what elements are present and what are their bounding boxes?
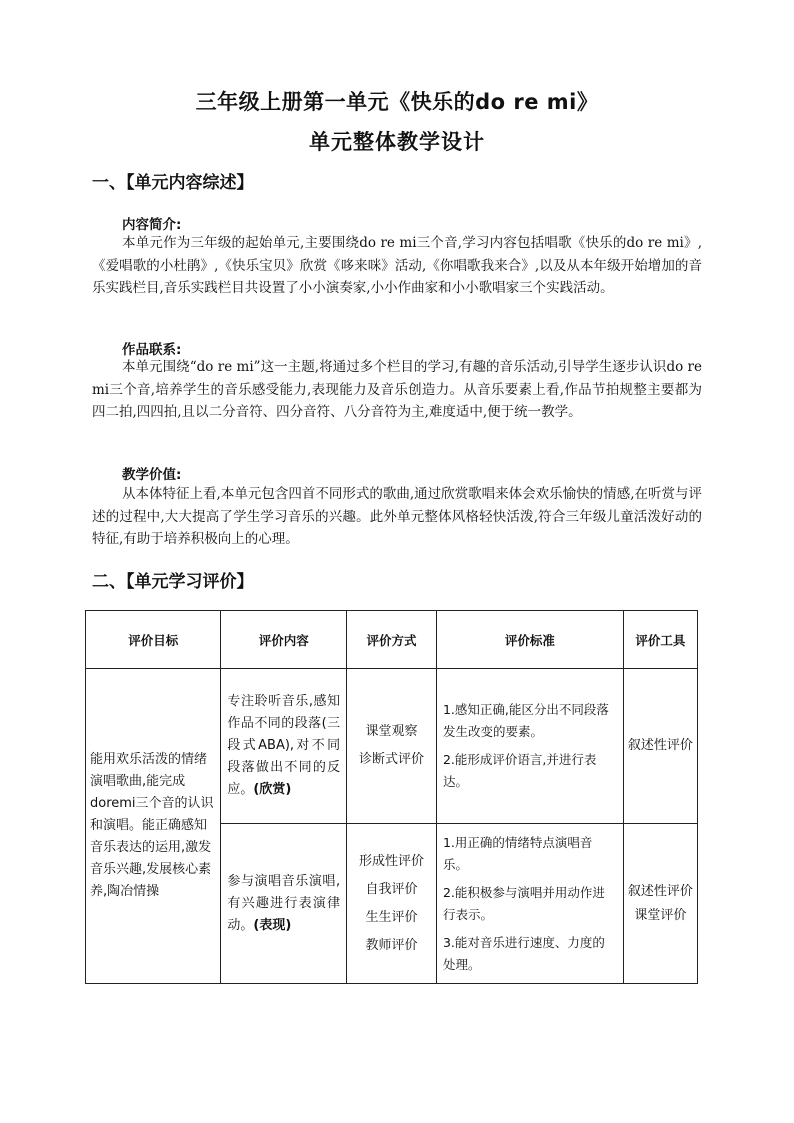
value-heading: 教学价值: [122, 467, 182, 483]
method-item: 形成性评价 [359, 853, 425, 869]
method-item: 自我评价 [365, 881, 418, 897]
header-tool: 评价工具 [623, 611, 697, 669]
standard-item: 2.能形成评价语言,并进行表达。 [442, 752, 597, 789]
intro-heading: 内容简介: [122, 217, 182, 233]
standard-item: 1.用正确的情绪特点演唱音乐。 [442, 834, 593, 872]
content-text: 专注聆听音乐,感知作品不同的段落(三段式ABA),对不同段落做出不同的反应。 [227, 694, 341, 797]
tool-item: 课堂评价 [634, 907, 687, 923]
link-paragraph: 本单元围绕“do re mi”这一主题,将通过多个栏目的学习,有趣的音乐活动,引导学生逐步认识do re mi三个音,培养学生的音乐感受能力,表现能力及音乐创造力。从音乐要素上看,作品节拍规整主要都为四二拍,四四拍,且以二分音符、四分音符、八分音符为主,难度适中,便于统一教学。 [92, 359, 702, 420]
table-row [86, 669, 698, 824]
standard-item: 2.能积极参与演唱并用动作进行表示。 [442, 884, 605, 922]
goal-text: 能用欢乐活泼的情绪演唱歌曲,能完成doremi三个音的认识和演唱。能正确感知音乐表达的运用,激发音乐兴趣,发展核心素养,陶冶情操 [90, 752, 214, 899]
value-paragraph: 从本体特征上看,本单元包含四首不同形式的歌曲,通过欣赏歌唱来体会欢乐愉快的情感,在听赏与评述的过程中,大大提高了学生学习音乐的兴趣。此外单元整体风格轻快活泼,符合三年级儿童活泼好动的特征,有助于培养积极向上的心理。 [92, 486, 702, 547]
document-title: 三年级上册第一单元《快乐的do re mi》 [195, 90, 599, 114]
tool-item: 叙述性评价 [627, 883, 693, 899]
document-subtitle: 单元整体教学设计 [309, 130, 485, 154]
standard-cell [436, 824, 623, 984]
goal-cell [86, 669, 221, 984]
standard-item: 1.感知正确,能区分出不同段落发生改变的要素。 [442, 702, 609, 739]
method-cell [347, 669, 437, 824]
content-tag: (欣赏) [253, 782, 292, 797]
method-item: 诊断式评价 [359, 752, 425, 767]
content-tag: (表现) [253, 917, 292, 933]
method-item: 课堂观察 [365, 724, 418, 739]
intro-paragraph: 本单元作为三年级的起始单元,主要围绕do re mi三个音,学习内容包括唱歌《快乐的do re mi》,《爱唱歌的小杜鹃》,《快乐宝贝》欣赏《哆来咪》活动,《你唱歌我来合》,以及从本年级开始增加的音乐实践栏目,音乐实践栏目共设置了小小演奏家,小小作曲家和小小歌唱家三个实践活动。 [92, 235, 702, 296]
method-item: 教师评价 [365, 937, 418, 953]
tool-cell [623, 824, 697, 984]
method-cell [347, 824, 437, 984]
standard-cell [436, 669, 623, 824]
table-header-row [86, 611, 698, 669]
header-standard: 评价标准 [436, 611, 623, 669]
evaluation-table [85, 610, 698, 984]
content-cell [221, 669, 347, 824]
header-content: 评价内容 [221, 611, 347, 669]
content-text: 参与演唱音乐演唱,有兴趣进行表演律动。 [227, 873, 341, 933]
tool-cell [623, 669, 697, 824]
standard-item: 3.能对音乐进行速度、力度的处理。 [442, 934, 605, 972]
header-method: 评价方式 [347, 611, 437, 669]
section-heading-evaluation: 二、【单元学习评价】 [92, 572, 254, 592]
method-item: 生生评价 [365, 909, 418, 925]
header-goal: 评价目标 [86, 611, 221, 669]
link-heading: 作品联系: [122, 342, 182, 358]
tool-item: 叙述性评价 [627, 738, 693, 753]
section-heading-content-overview: 一、【单元内容综述】 [92, 173, 254, 193]
content-cell [221, 824, 347, 984]
